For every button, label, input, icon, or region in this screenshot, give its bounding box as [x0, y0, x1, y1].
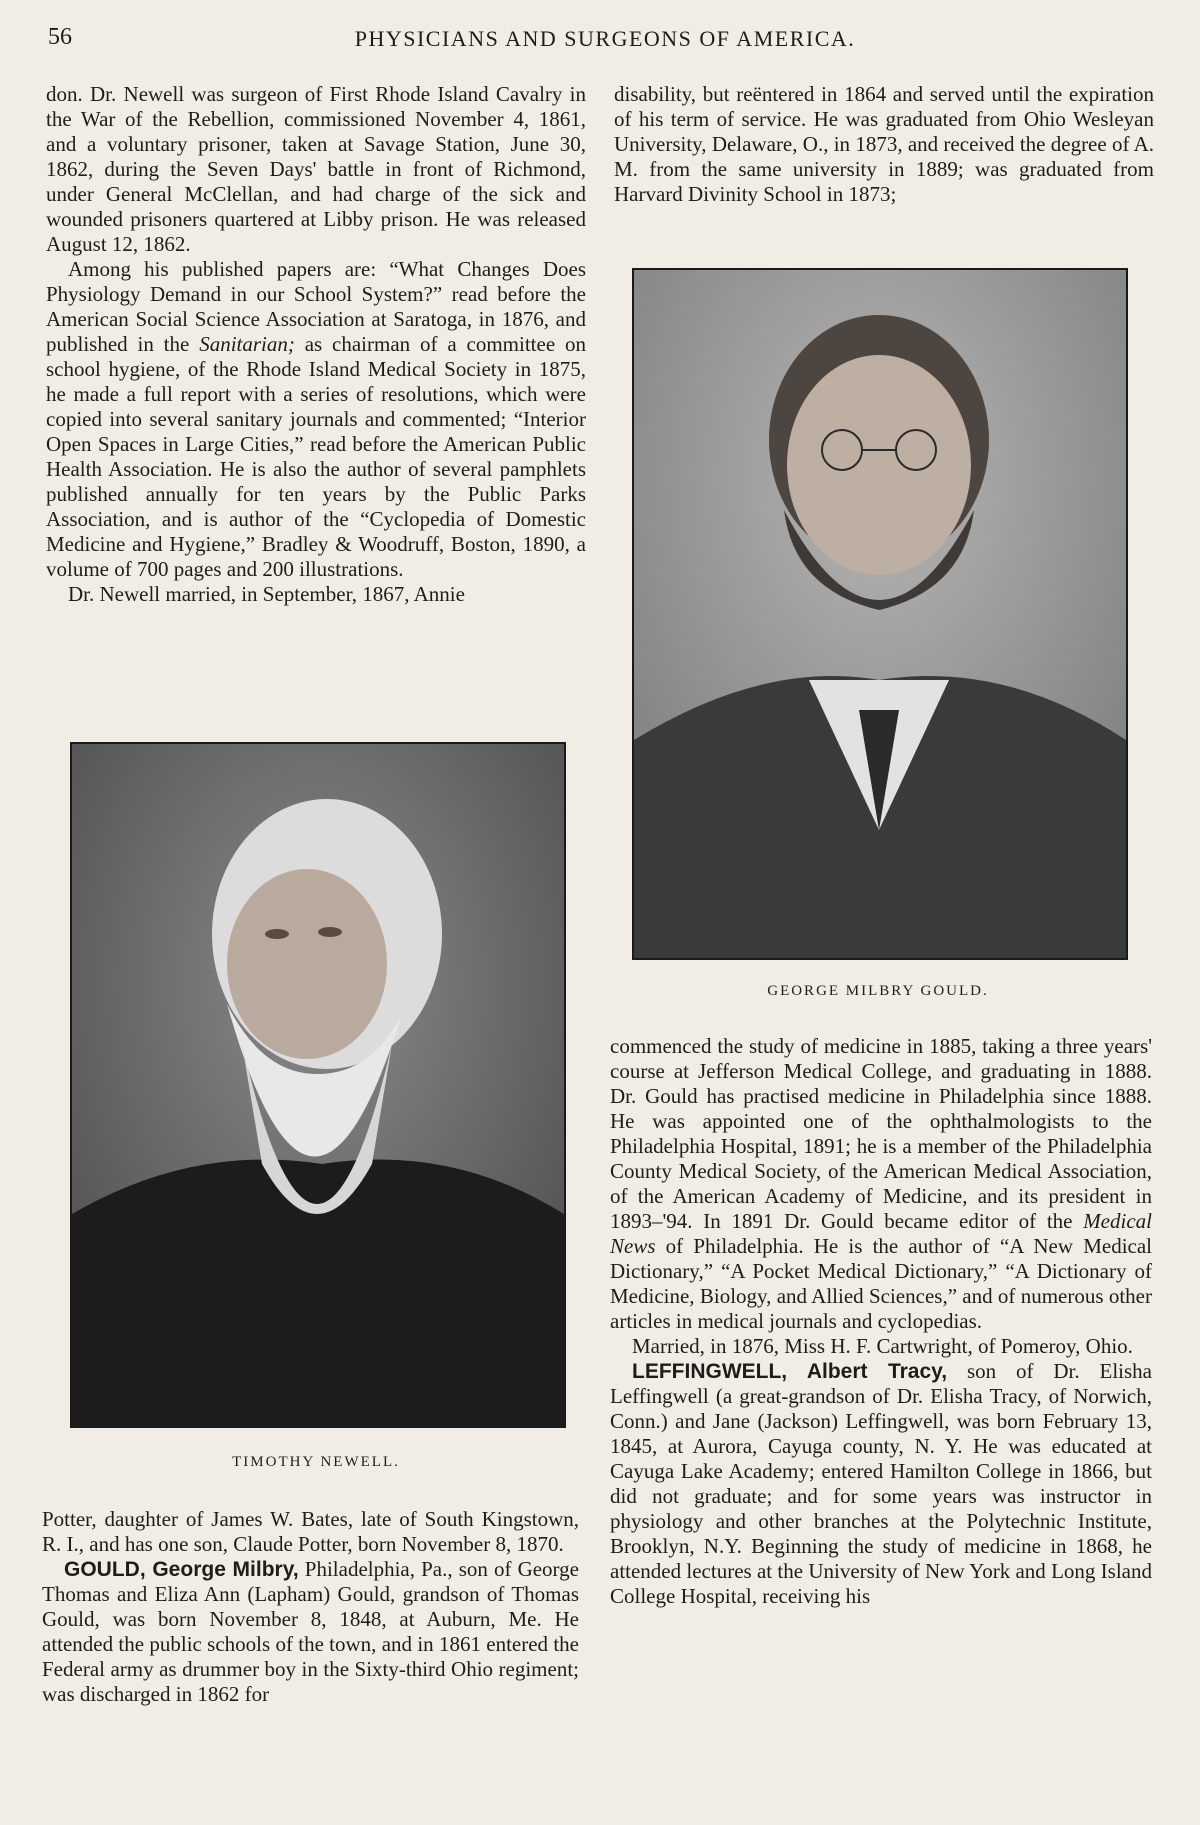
- gould-marriage-paragraph: Married, in 1876, Miss H. F. Cartwright, of Pomeroy, Ohio.: [632, 1334, 1133, 1358]
- column2-bottom-text: [610, 1034, 1152, 1609]
- newell-paragraph-3: Dr. Newell married, in September, 1867, Annie: [68, 582, 465, 606]
- newell-p2-text-b: as chairman of a committee on school hygiene, of the Rhode Island Medical Society in 1875, he made a full report with a series of resolutions, which were copied into several sanitary journals and commented; “Interior Open Spaces in Large Cities,” read before the American Public Health Association. He is also the author of several pamphlets published annually for ten years by the Public Parks Association, and is author of the “Cyclopedia of Domestic Medicine and Hygiene,” Bradley & Woodruff, Boston, 1890, a volume of 700 pages and 200 illustrations.: [46, 332, 586, 581]
- running-title: PHYSICIANS AND SURGEONS OF AMERICA.: [354, 26, 856, 51]
- leffingwell-name: LEFFINGWELL, Albert Tracy,: [632, 1360, 948, 1383]
- page-number: 56: [48, 24, 72, 50]
- gould-continued-paragraph: disability, but reëntered in 1864 and served until the expiration of his term of service. He was graduated from Ohio Wesleyan University, Delaware, O., in 1873, and received the degree of A. M. from the same university in 1889; was graduated from Harvard Divinity School in 1873;: [614, 82, 1154, 206]
- gould-text: Philadelphia, Pa., son of George Thomas and Eliza Ann (Lapham) Gould, grandson of Thomas Gould, was born November 8, 1848, at Auburn, Me. He attended the public schools of the town, and in 1861 entered the Federal army as drummer boy in the Sixty-third Ohio regiment; was discharged in 1862 for: [42, 1557, 579, 1706]
- gould-career-text-a: commenced the study of medicine in 1885, taking a three years' course at Jefferson Medical College, and graduating in 1888. Dr. Gould has practised medicine in Philadelphia since 1888. He was appointed one of the ophthalmologists to the Philadelphia Hospital, 1891; he is a member of the Philadelphia County Medical Society, of the American Medical Association, of the American Academy of Medicine, and its president in 1893–'94. In 1891 Dr. Gould became editor of the: [610, 1034, 1152, 1233]
- newell-paragraph-2: [46, 257, 586, 582]
- medical-news-title: Medical News: [610, 1209, 1152, 1258]
- leffingwell-entry: [610, 1359, 1152, 1609]
- timothy-newell-photo: [72, 744, 564, 1426]
- newell-paragraph-4: Potter, daughter of James W. Bates, late of South Kingstown, R. I., and has one son, Claude Potter, born November 8, 1870.: [42, 1507, 579, 1556]
- column1-top-text: [46, 82, 586, 607]
- gould-entry: [42, 1557, 579, 1707]
- gould-career-paragraph: [610, 1034, 1152, 1334]
- sanitarian-title: Sanitarian;: [199, 332, 295, 356]
- newell-paragraph-1: don. Dr. Newell was surgeon of First Rhode Island Cavalry in the War of the Rebellion, commissioned November 4, 1861, and a voluntary prisoner, taken at Savage Station, June 30, 1862, during the Seven Days' battle in front of Richmond, under General McClellan, and had charge of the sick and wounded prisoners quartered at Libby prison. He was released August 12, 1862.: [46, 82, 586, 256]
- portrait-timothy-newell: [70, 742, 566, 1428]
- page-header: [0, 22, 1200, 62]
- caption-timothy-newell: TIMOTHY NEWELL.: [232, 1454, 400, 1470]
- gould-career-text-b: of Philadelphia. He is the author of “A New Medical Dictionary,” “A Pocket Medical Dictionary,” “A Dictionary of Medicine, Biology, and Allied Sciences,” and of numerous other articles in medical journals and cyclopedias.: [610, 1234, 1152, 1333]
- caption-george-milbry-gould: GEORGE MILBRY GOULD.: [767, 983, 989, 999]
- newell-p2-text-a: Among his published papers are: “What Changes Does Physiology Demand in our School System?” read before the American Social Science Association at Saratoga, in 1876, and published in the: [46, 257, 586, 356]
- george-milbry-gould-photo: [634, 270, 1126, 958]
- leffingwell-text: son of Dr. Elisha Leffingwell (a great-grandson of Dr. Elisha Tracy, of Norwich, Conn.) and Jane (Jackson) Leffingwell, was born February 13, 1845, at Aurora, Cayuga county, N. Y. He was educated at Cayuga Lake Academy; entered Hamilton College in 1866, but did not graduate; and for some years was instructor in physiology and other branches at the Polytechnic Institute, Brooklyn, N.Y. Beginning the study of medicine in 1868, he attended lectures at the University of New York and Long Island College Hospital, receiving his: [610, 1359, 1153, 1608]
- gould-name: GOULD, George Milbry,: [64, 1558, 299, 1581]
- column2-top-text: [614, 82, 1154, 207]
- column1-bottom-text: [42, 1507, 579, 1707]
- portrait-george-milbry-gould: [632, 268, 1128, 960]
